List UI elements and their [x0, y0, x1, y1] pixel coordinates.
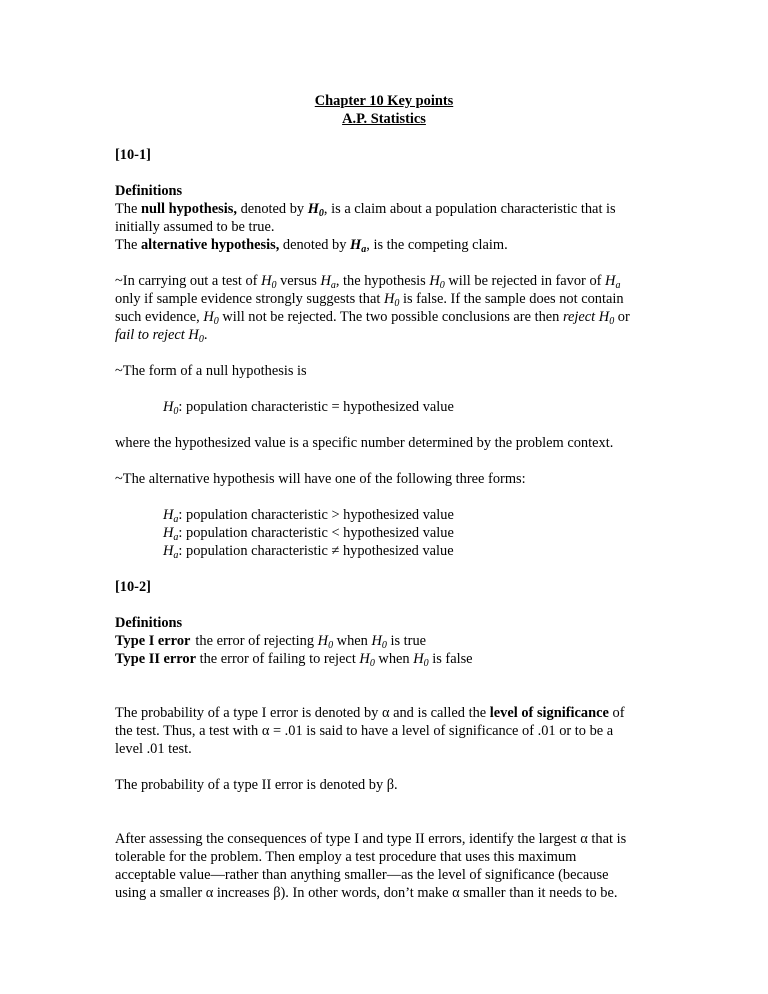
test-paragraph-line-4: fail to reject $H_0$.: [115, 327, 208, 345]
beta-sentence: The probability of a type II error is denoted by β.: [115, 777, 398, 793]
after-paragraph-line-4: using a smaller α increases β). In other words, don’t make α smaller than it needs to be.: [115, 885, 618, 901]
alt-forms-intro: ~The alternative hypothesis will have one of the following three forms:: [115, 471, 526, 487]
hypothesized-value-note: where the hypothesized value is a specific number determined by the problem context.: [115, 435, 614, 451]
alt-form-not-equal: $H_a$: population characteristic ≠ hypothesized value: [163, 543, 454, 561]
test-paragraph-line-2: only if sample evidence strongly suggests that $H_0$ is false. If the sample does not contain: [115, 291, 624, 309]
type-2-error-definition: Type II error the error of failing to reject $H_0$ when $H_0$ is false: [115, 651, 473, 669]
alpha-paragraph-line-2: the test. Thus, a test with α = .01 is said to have a level of significance of .01 or to be a: [115, 723, 614, 739]
title-line-2: A.P. Statistics: [342, 111, 426, 127]
after-paragraph-line-1: After assessing the consequences of type I and type II errors, identify the largest α that is: [115, 831, 627, 847]
test-paragraph-line-1: ~In carrying out a test of $H_0$ versus $H_a$, the hypothesis $H_0$ will be rejected in favor of $H_a$: [115, 273, 621, 291]
title-line-1: Chapter 10 Key points: [314, 93, 454, 109]
doc-subtitle: [0, 110, 768, 128]
section-id-10-1: [10-1]: [115, 147, 151, 163]
doc-title: [0, 92, 768, 110]
after-paragraph-line-2: tolerable for the problem. Then employ a test procedure that uses this maximum: [115, 849, 577, 865]
definitions-heading-1: Definitions: [115, 183, 183, 199]
alpha-paragraph-line-3: level .01 test.: [115, 741, 192, 757]
null-hypothesis-definition: The null hypothesis, denoted by $H_0$, is a claim about a population characteristic that is: [115, 201, 616, 219]
after-paragraph-line-3: acceptable value—rather than anything smaller—as the level of significance (because: [115, 867, 609, 883]
test-paragraph-line-3: such evidence, $H_0$ will not be rejected. The two possible conclusions are then reject $H_0$ or: [115, 309, 630, 327]
alt-form-greater: $H_a$: population characteristic > hypothesized value: [163, 507, 454, 525]
type-1-error-definition: Type I error the error of rejecting $H_0$ when $H_0$ is true: [115, 633, 427, 651]
section-id-10-2: [10-2]: [115, 579, 151, 595]
alpha-paragraph-line-1: The probability of a type I error is denoted by α and is called the level of significance of: [115, 705, 625, 721]
null-form-equation: $H_0$: population characteristic = hypothesized value: [163, 399, 454, 417]
null-form-intro: ~The form of a null hypothesis is: [115, 363, 307, 379]
null-hypothesis-definition-cont: initially assumed to be true.: [115, 219, 275, 235]
alt-form-less: $H_a$: population characteristic < hypothesized value: [163, 525, 454, 543]
definitions-heading-2: Definitions: [115, 615, 183, 631]
alt-hypothesis-definition: The alternative hypothesis, denoted by $H_a$, is the competing claim.: [115, 237, 508, 255]
